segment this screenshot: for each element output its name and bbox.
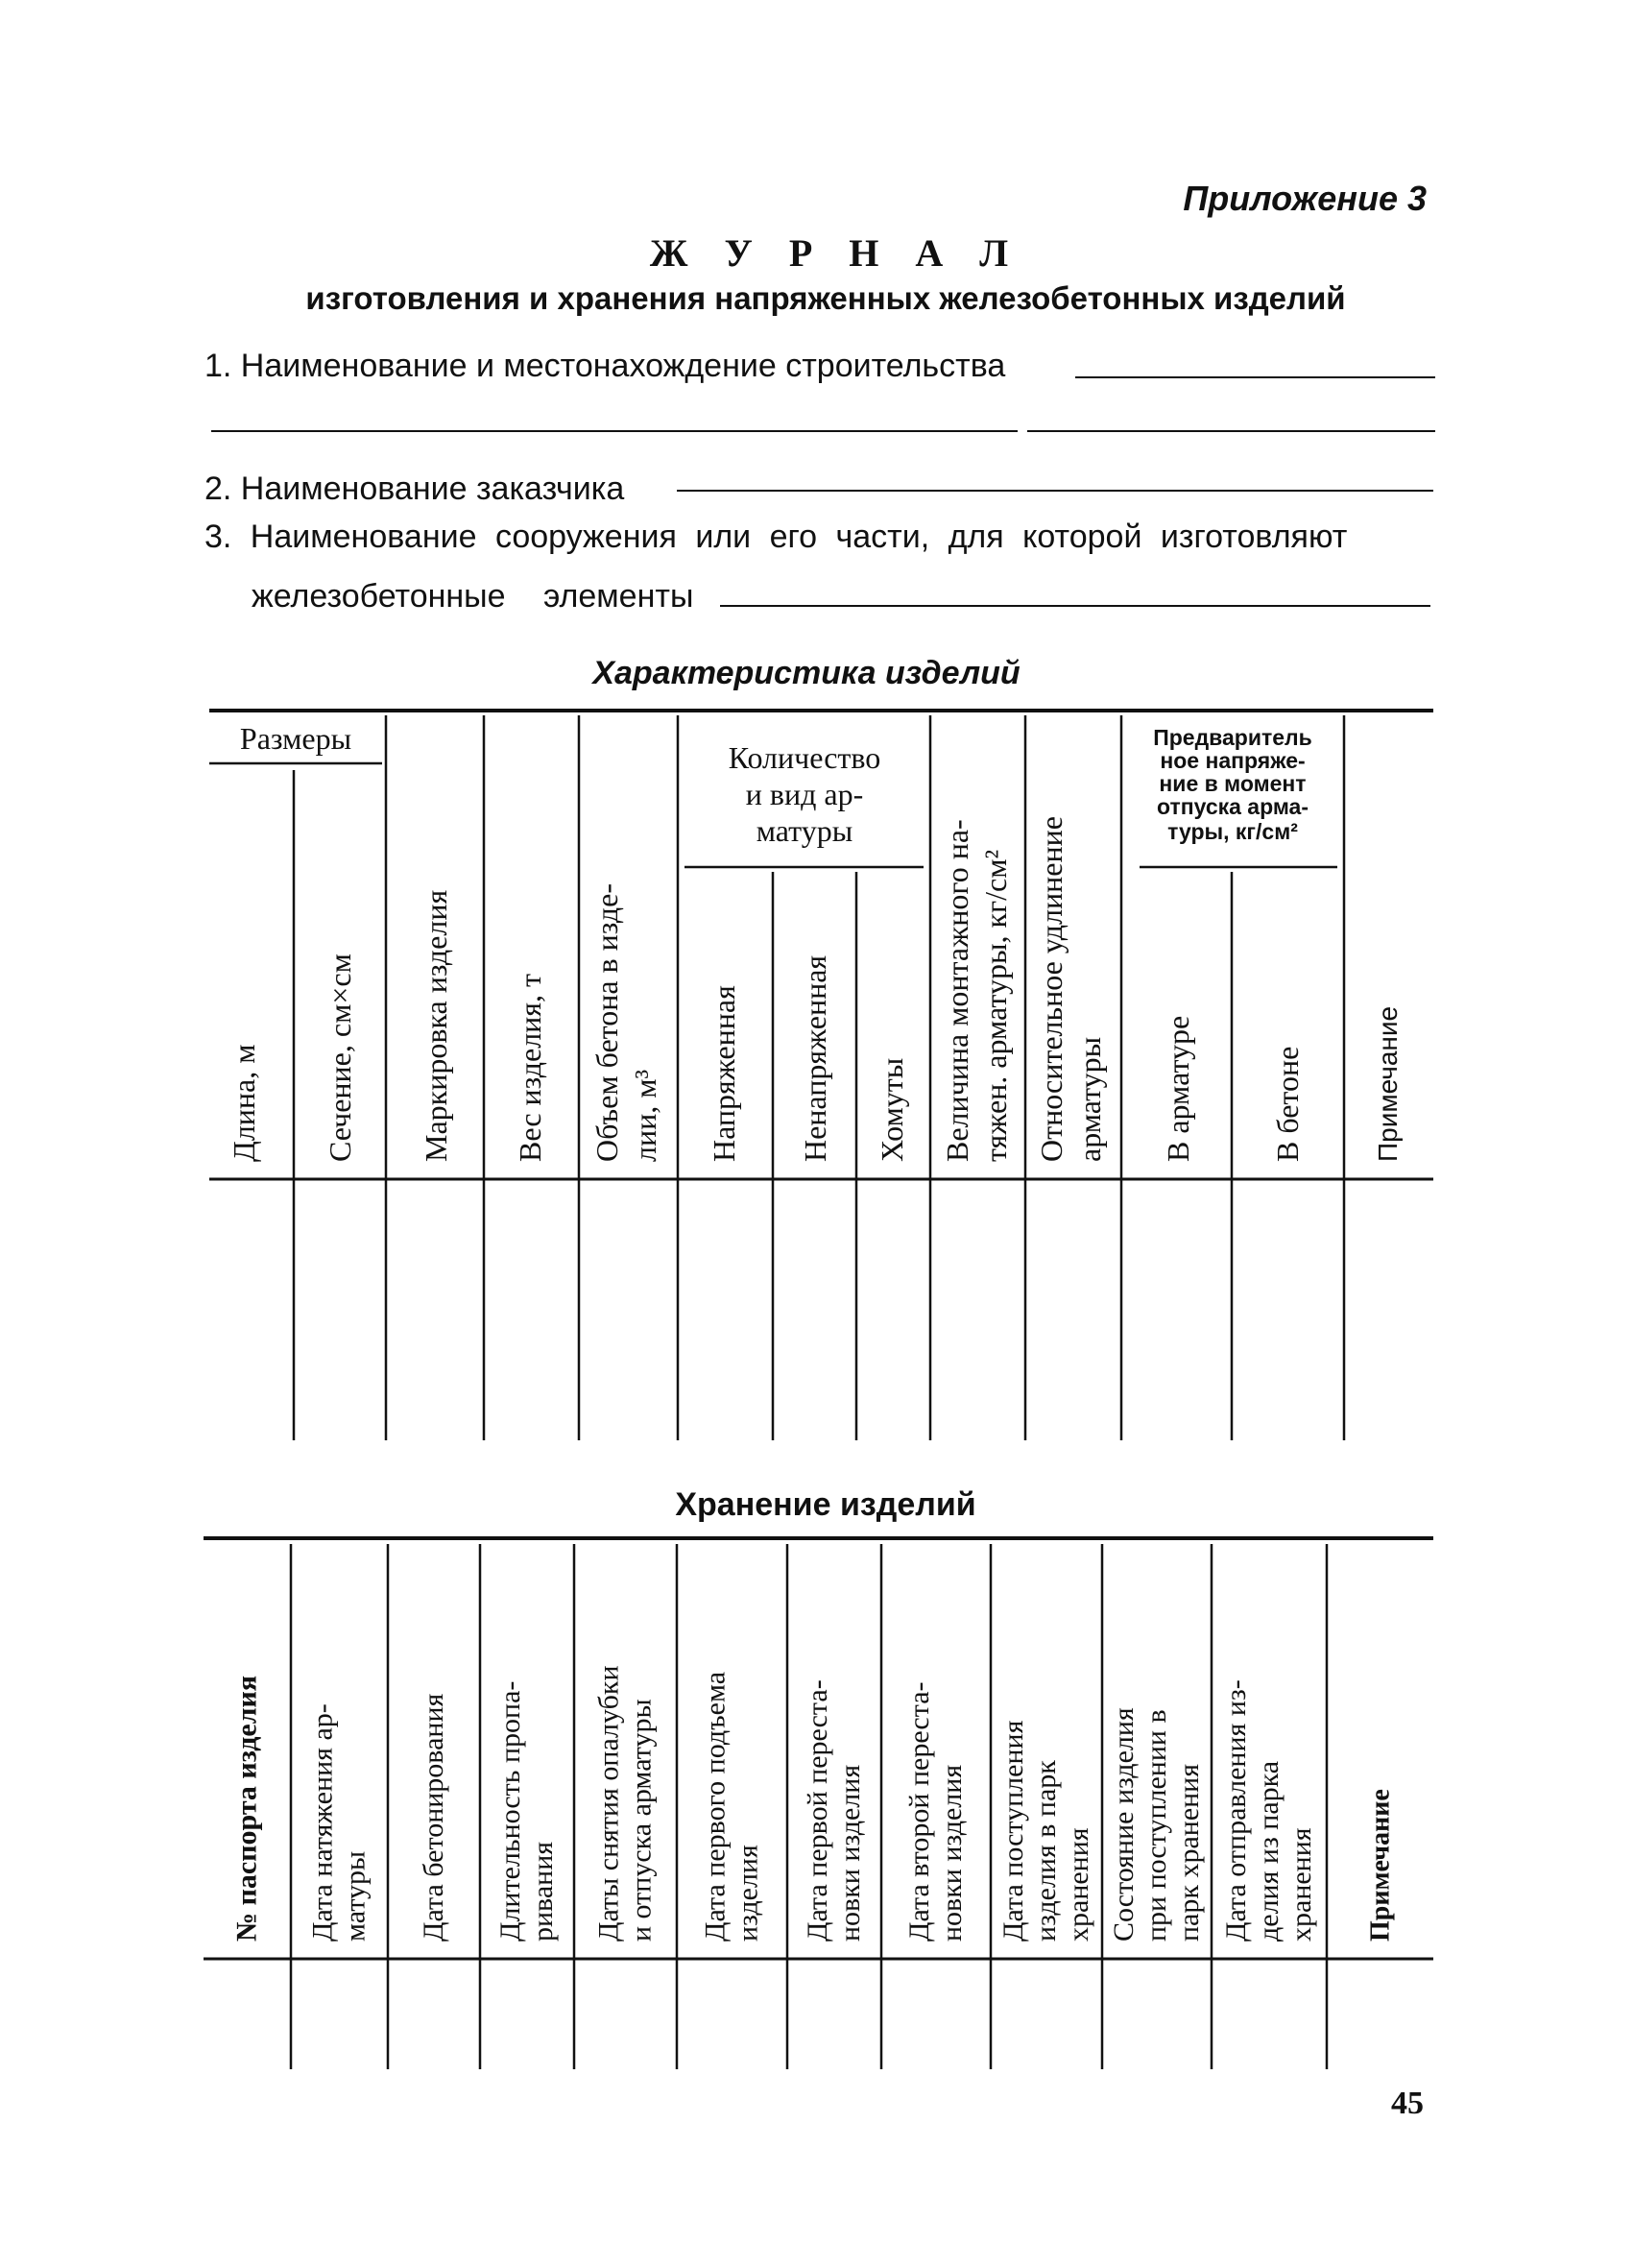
storage-col-1-line-1: Дата натяжения ар- — [306, 1703, 339, 1942]
storage-col-9-line-3: парк хранения — [1173, 1763, 1205, 1942]
storage-col-9-line-2: при поступлении в — [1141, 1709, 1172, 1942]
group-prestress-2: ное напряже- — [1160, 748, 1306, 773]
col-in-rebar: В арматуре — [1161, 1015, 1195, 1162]
field-structure-label: 3. Наименование сооружения или его части, для которой изготовляют — [204, 519, 1348, 555]
col-volume-1: Объем бетона в изде- — [589, 883, 624, 1162]
group-rebar-1: Количество — [728, 740, 881, 775]
group-rebar-2: и вид ар- — [745, 777, 864, 811]
col-stressed: Напряженная — [707, 985, 741, 1162]
page-number: 45 — [1391, 2086, 1424, 2121]
storage-col-8-line-2: изделия в парк — [1030, 1760, 1062, 1942]
col-elongation-2: арматуры — [1072, 1036, 1107, 1162]
storage-title: Хранение изделий — [675, 1486, 976, 1523]
characteristics-title: Характеристика изделий — [592, 655, 1021, 691]
storage-col-10-line-3: хранения — [1285, 1827, 1317, 1942]
group-prestress-1: Предваритель — [1153, 725, 1312, 750]
storage-col-3-line-2: ривания — [527, 1841, 559, 1942]
storage-col-4-line-2: и отпуска арматуры — [625, 1699, 658, 1942]
storage-col-1-line-2: матуры — [339, 1850, 372, 1942]
field-construction-label: 1. Наименование и местонахождение строительства — [204, 348, 1006, 384]
col-unstressed: Ненапряженная — [798, 954, 832, 1162]
group-rebar-3: матуры — [756, 813, 853, 848]
storage-col-3-line-1: Длительность пропа- — [494, 1680, 526, 1942]
storage-col-2-line-1: Дата бетонирования — [418, 1693, 449, 1942]
storage-col-7-line-2: новки изделия — [936, 1764, 968, 1942]
journal-subtitle: изготовления и хранения напряженных железобетонных изделий — [305, 280, 1346, 316]
col-length: Длина, м — [227, 1044, 261, 1162]
group-prestress-4: отпуска арма- — [1156, 794, 1309, 819]
col-marking: Маркировка изделия — [419, 889, 453, 1162]
storage-col-10-line-2: делия из парка — [1253, 1760, 1285, 1942]
storage-col-6-line-2: новки изделия — [834, 1764, 866, 1942]
appendix-label: Приложение 3 — [1183, 179, 1427, 218]
field-structure-label-2: железобетонные элементы — [252, 578, 694, 615]
storage-col-10-line-1: Дата отправления из- — [1220, 1679, 1252, 1942]
group-prestress-5: туры, кг/см² — [1167, 819, 1298, 844]
group-sizes: Размеры — [239, 721, 352, 756]
col-elongation-1: Относительное удлинение — [1034, 816, 1069, 1162]
col-section: Сечение, см×см — [323, 953, 357, 1162]
col-note: Примечание — [1373, 1005, 1403, 1162]
storage-col-7-line-1: Дата второй переста- — [903, 1681, 935, 1942]
col-volume-2: лии, м³ — [628, 1069, 662, 1162]
col-in-concrete: В бетоне — [1270, 1046, 1305, 1162]
storage-col-8-line-1: Дата поступления — [997, 1720, 1029, 1942]
storage-col-5-line-2: изделия — [732, 1845, 764, 1942]
col-tension-1: Величина монтажного на- — [940, 819, 974, 1162]
storage-col-4-line-1: Даты снятия опалубки — [592, 1665, 625, 1942]
storage-col-8-line-3: хранения — [1063, 1827, 1094, 1942]
col-tension-2: тяжен. арматуры, кг/см² — [978, 849, 1013, 1162]
storage-col-9-line-1: Состояние изделия — [1108, 1707, 1140, 1942]
storage-col-6-line-1: Дата первой переста- — [802, 1679, 833, 1942]
group-prestress-3: ние в момент — [1159, 771, 1307, 796]
storage-col-0-line-1: № паспорта изделия — [230, 1675, 263, 1942]
journal-title: Ж У Р Н А Л — [649, 231, 1022, 275]
col-stirrups: Хомуты — [875, 1057, 909, 1162]
storage-col-11-line-1: Примечание — [1365, 1789, 1396, 1942]
storage-col-5-line-1: Дата первого подъема — [699, 1671, 732, 1942]
field-customer-label: 2. Наименование заказчика — [204, 470, 625, 507]
col-weight: Вес изделия, т — [513, 973, 547, 1162]
